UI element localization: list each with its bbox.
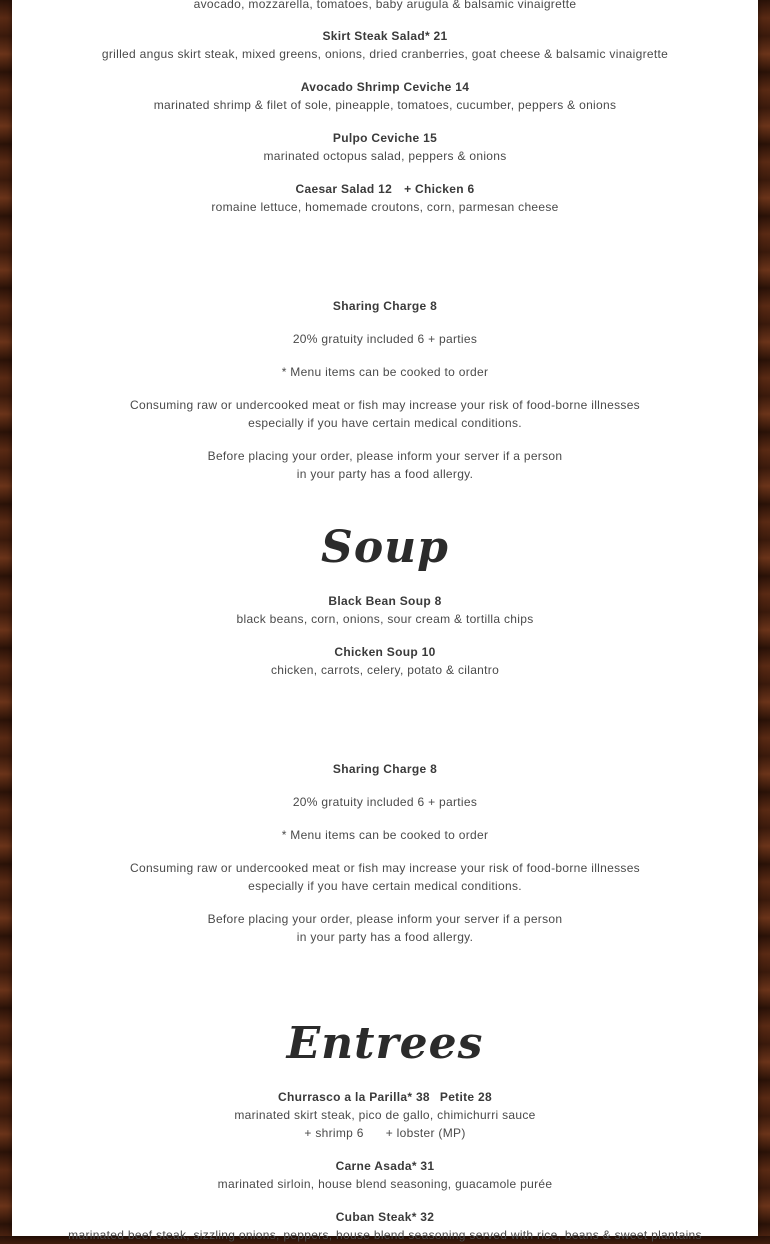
menu-item-desc: black beans, corn, onions, sour cream & tortilla chips bbox=[236, 612, 534, 626]
raw-warning-2: especially if you have certain medical conditions. bbox=[248, 879, 522, 893]
allergy-note-1: Before placing your order, please inform your server if a person bbox=[207, 912, 563, 926]
menu-item-desc: chicken, carrots, celery, potato & cilantro bbox=[270, 663, 500, 677]
menu-item-name: Cuban Steak* 32 bbox=[335, 1210, 435, 1224]
menu-item-desc: romaine lettuce, homemade croutons, corn, parmesan cheese bbox=[211, 200, 559, 214]
cooked-note: * Menu items can be cooked to order bbox=[281, 828, 489, 842]
raw-warning-2: especially if you have certain medical conditions. bbox=[248, 416, 522, 430]
sharing-charge: Sharing Charge 8 bbox=[332, 299, 438, 313]
menu-item-addons bbox=[12, 1124, 758, 1142]
gratuity-note: 20% gratuity included 6 + parties bbox=[292, 332, 478, 346]
menu-item-desc: marinated shrimp & filet of sole, pineapple, tomatoes, cucumber, peppers & onions bbox=[153, 98, 617, 112]
allergy-note-2: in your party has a food allergy. bbox=[296, 467, 474, 481]
salad-desc: avocado, mozzarella, tomatoes, baby arugula & balsamic vinaigrette bbox=[193, 0, 577, 11]
menu-item-desc: grilled angus skirt steak, mixed greens, onions, dried cranberries, goat cheese & balsamic vinaigrette bbox=[101, 47, 669, 61]
sharing-charge: Sharing Charge 8 bbox=[332, 762, 438, 776]
menu-item-extra: + Chicken 6 bbox=[404, 182, 475, 196]
menu-item-name: Chicken Soup 10 bbox=[334, 645, 436, 659]
addon-lobster: + lobster (MP) bbox=[385, 1126, 466, 1140]
allergy-note-1: Before placing your order, please inform your server if a person bbox=[207, 449, 563, 463]
menu-item-name-row bbox=[12, 180, 758, 198]
menu-item-extra: Petite 28 bbox=[439, 1090, 492, 1104]
menu-item-name-row bbox=[12, 1088, 758, 1106]
menu-item-name: Caesar Salad 12 bbox=[295, 182, 393, 196]
menu-item-name: Black Bean Soup 8 bbox=[328, 594, 442, 608]
menu-item-desc: marinated beef steak, sizzling onions, peppers, house blend seasoning served with rice, beans & sweet plantains bbox=[68, 1228, 702, 1242]
entrees-heading: Entrees bbox=[286, 1018, 484, 1069]
addon-shrimp: + shrimp 6 bbox=[304, 1126, 364, 1140]
menu-item-desc: marinated skirt steak, pico de gallo, chimichurri sauce bbox=[234, 1108, 536, 1122]
menu-item-name: Churrasco a la Parilla* 38 bbox=[278, 1090, 430, 1104]
menu-item-name: Skirt Steak Salad* 21 bbox=[322, 29, 448, 43]
menu-page bbox=[12, 0, 758, 1242]
menu-item-desc: marinated sirloin, house blend seasoning, guacamole purée bbox=[217, 1177, 553, 1191]
raw-warning-1: Consuming raw or undercooked meat or fish may increase your risk of food-borne illnesses bbox=[130, 398, 640, 412]
menu-item-name: Carne Asada* 31 bbox=[335, 1159, 435, 1173]
menu-item-name: Avocado Shrimp Ceviche 14 bbox=[300, 80, 470, 94]
cooked-note: * Menu items can be cooked to order bbox=[281, 365, 489, 379]
gratuity-note: 20% gratuity included 6 + parties bbox=[292, 795, 478, 809]
allergy-note-2: in your party has a food allergy. bbox=[296, 930, 474, 944]
raw-warning-1: Consuming raw or undercooked meat or fish may increase your risk of food-borne illnesses bbox=[130, 861, 640, 875]
menu-item-desc: marinated octopus salad, peppers & onions bbox=[263, 149, 507, 163]
soup-heading: Soup bbox=[321, 522, 449, 573]
menu-item-name: Pulpo Ceviche 15 bbox=[332, 131, 438, 145]
